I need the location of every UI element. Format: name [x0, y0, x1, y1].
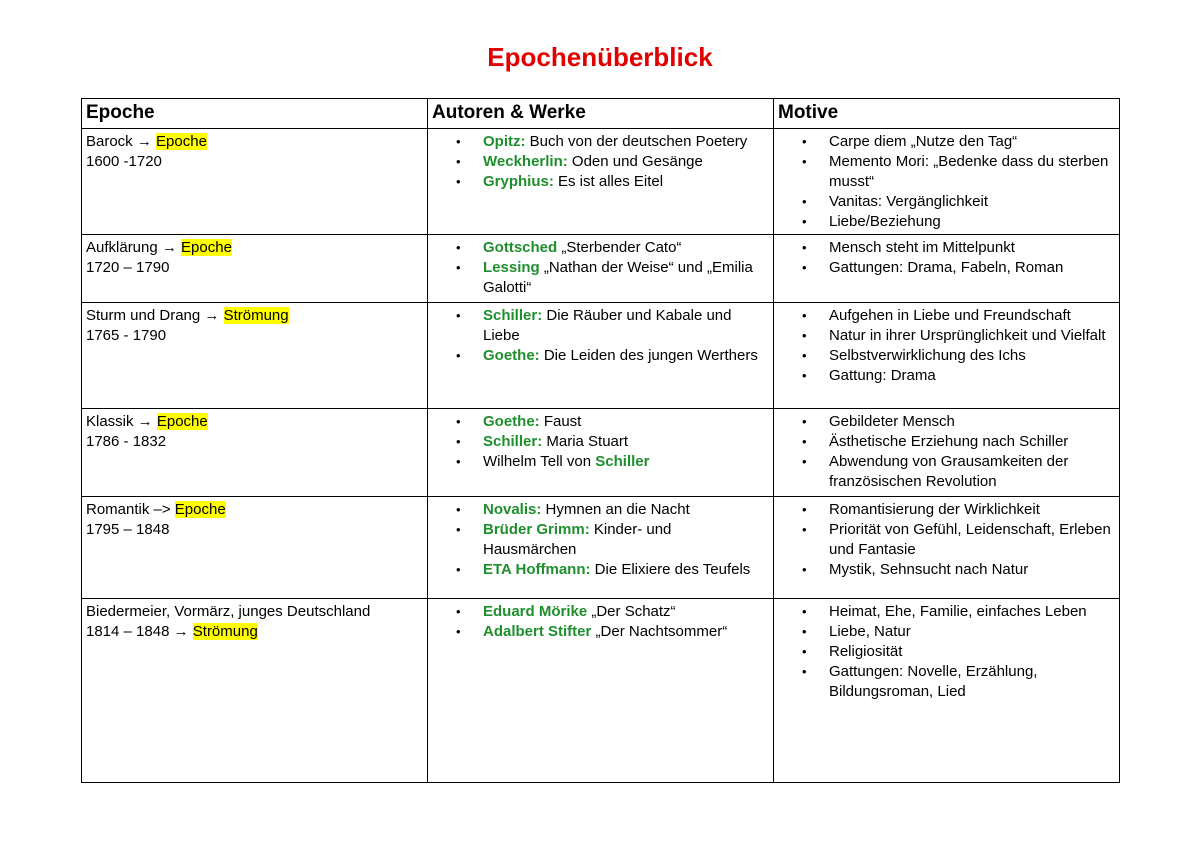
- work-title: „Der Schatz“: [587, 603, 676, 620]
- era-date-range: 1600 -1720: [86, 153, 162, 170]
- bullet-icon: •: [802, 502, 807, 517]
- work-item: [432, 152, 769, 172]
- motif-text: Priorität von Gefühl, Leidenschaft, Erleben und Fantasie: [829, 521, 1111, 558]
- bullet-icon: •: [802, 154, 807, 169]
- era-dates: [86, 152, 423, 172]
- motif-text: Memento Mori: „Bedenke dass du sterben musst“: [829, 153, 1109, 190]
- works-cell: [428, 303, 774, 409]
- bullet-icon: •: [456, 174, 461, 189]
- work-title: Buch von der deutschen Poetery: [525, 133, 748, 150]
- era-cell: [82, 599, 428, 783]
- works-cell: [428, 497, 774, 599]
- motif-item: [778, 560, 1115, 580]
- bullet-icon: •: [456, 522, 461, 537]
- motif-item: [778, 326, 1115, 346]
- era-label: Klassik →: [86, 413, 157, 430]
- motif-item: [778, 520, 1115, 560]
- era-label: Aufklärung →: [86, 239, 182, 256]
- motif-text: Gattungen: Novelle, Erzählung, Bildungsroman, Lied: [829, 663, 1038, 700]
- work-item: [432, 622, 769, 642]
- works-list: [432, 412, 769, 472]
- motifs-list: [778, 412, 1115, 492]
- work-title: Faust: [539, 413, 582, 430]
- work-title: Es ist alles Eitel: [553, 173, 664, 190]
- era-name: [86, 500, 423, 520]
- work-item: [432, 412, 769, 432]
- works-list: [432, 500, 769, 580]
- motif-item: [778, 432, 1115, 452]
- bullet-icon: •: [802, 308, 807, 323]
- motif-item: [778, 306, 1115, 326]
- work-item: [432, 602, 769, 622]
- work-item: [432, 238, 769, 258]
- works-cell: [428, 409, 774, 497]
- motif-text: Romantisierung der Wirklichkeit: [829, 501, 1040, 518]
- page-title: Epochenüberblick: [487, 42, 713, 72]
- bullet-icon: •: [802, 368, 807, 383]
- era-type-highlight: Strömung: [192, 623, 258, 640]
- work-title: Die Leiden des jungen Werthers: [539, 347, 758, 364]
- motif-text: Aufgehen in Liebe und Freundschaft: [829, 307, 1071, 324]
- motif-item: [778, 622, 1115, 642]
- work-title: Hymnen an die Nacht: [541, 501, 690, 518]
- era-dates: [86, 622, 423, 642]
- header-epoche: Epoche: [82, 99, 428, 129]
- motifs-list: [778, 500, 1115, 580]
- table-row: [82, 409, 1120, 497]
- bullet-icon: •: [456, 414, 461, 429]
- table-row: [82, 599, 1120, 783]
- motifs-cell: [774, 599, 1120, 783]
- motif-text: Carpe diem „Nutze den Tag“: [829, 133, 1018, 150]
- author-name: Goethe:: [483, 413, 540, 430]
- author-name: Goethe:: [483, 347, 540, 364]
- era-name: [86, 306, 423, 326]
- works-list: [432, 602, 769, 642]
- author-name: Schiller:: [483, 433, 543, 450]
- era-date-range: 1720 – 1790: [86, 259, 170, 276]
- motif-text: Vanitas: Vergänglichkeit: [829, 193, 988, 210]
- work-title: Die Elixiere des Teufels: [590, 561, 751, 578]
- motif-text: Gattung: Drama: [829, 367, 936, 384]
- motif-item: [778, 452, 1115, 492]
- era-dates: [86, 258, 423, 278]
- works-cell: [428, 599, 774, 783]
- epochs-table: [81, 98, 1120, 783]
- motif-item: [778, 500, 1115, 520]
- motif-text: Mystik, Sehnsucht nach Natur: [829, 561, 1029, 578]
- motif-text: Natur in ihrer Ursprünglichkeit und Vielfalt: [829, 327, 1106, 344]
- era-name: [86, 412, 423, 432]
- bullet-icon: •: [456, 260, 461, 275]
- motif-item: [778, 152, 1115, 192]
- work-title: „Nathan der Weise“ und „Emilia Galotti“: [483, 259, 753, 296]
- bullet-icon: •: [456, 604, 461, 619]
- works-list: [432, 306, 769, 366]
- bullet-icon: •: [802, 624, 807, 639]
- motif-text: Ästhetische Erziehung nach Schiller: [829, 433, 1069, 450]
- bullet-icon: •: [456, 502, 461, 517]
- motifs-cell: [774, 129, 1120, 235]
- bullet-icon: •: [802, 240, 807, 255]
- era-name: [86, 132, 423, 152]
- era-name: [86, 238, 423, 258]
- works-cell: [428, 235, 774, 303]
- motif-item: [778, 258, 1115, 278]
- motifs-list: [778, 238, 1115, 278]
- era-cell: [82, 497, 428, 599]
- bullet-icon: •: [802, 562, 807, 577]
- bullet-icon: •: [802, 414, 807, 429]
- bullet-icon: •: [456, 134, 461, 149]
- author-name: Gottsched: [483, 239, 558, 256]
- motif-item: [778, 642, 1115, 662]
- author-name: Gryphius:: [483, 173, 554, 190]
- bullet-icon: •: [456, 240, 461, 255]
- era-label: Barock →: [86, 133, 157, 150]
- bullet-icon: •: [456, 154, 461, 169]
- motifs-list: [778, 132, 1115, 232]
- era-date-range: 1765 - 1790: [86, 327, 167, 344]
- bullet-icon: •: [802, 194, 807, 209]
- author-name: Adalbert Stifter: [483, 623, 592, 640]
- motifs-cell: [774, 497, 1120, 599]
- motif-item: [778, 132, 1115, 152]
- bullet-icon: •: [802, 260, 807, 275]
- era-date-range: 1786 - 1832: [86, 433, 167, 450]
- author-name: Brüder Grimm:: [483, 521, 590, 538]
- bullet-icon: •: [802, 328, 807, 343]
- bullet-icon: •: [456, 308, 461, 323]
- work-item: [432, 306, 769, 346]
- author-name: Eduard Mörike: [483, 603, 588, 620]
- bullet-icon: •: [802, 434, 807, 449]
- bullet-icon: •: [456, 348, 461, 363]
- motifs-cell: [774, 303, 1120, 409]
- work-title: Kinder- und Hausmärchen: [483, 521, 672, 558]
- work-item: [432, 560, 769, 580]
- motif-text: Mensch steht im Mittelpunkt: [829, 239, 1015, 256]
- era-dates: [86, 520, 423, 540]
- era-type-highlight: Strömung: [223, 307, 289, 324]
- bullet-icon: •: [802, 664, 807, 679]
- author-name: Schiller: [595, 453, 650, 470]
- motif-text: Heimat, Ehe, Familie, einfaches Leben: [829, 603, 1087, 620]
- motif-text: Abwendung von Grausamkeiten der französischen Revolution: [829, 453, 1069, 490]
- header-row: [82, 99, 1120, 129]
- motif-text: Selbstverwirklichung des Ichs: [829, 347, 1026, 364]
- works-list: [432, 238, 769, 298]
- era-type-highlight: Epoche: [156, 413, 208, 430]
- bullet-icon: •: [456, 454, 461, 469]
- work-title: Die Räuber und Kabale und Liebe: [483, 307, 732, 344]
- motifs-list: [778, 306, 1115, 386]
- motif-item: [778, 412, 1115, 432]
- work-title: Maria Stuart: [542, 433, 629, 450]
- table-row: [82, 129, 1120, 235]
- era-cell: [82, 303, 428, 409]
- motif-item: [778, 238, 1115, 258]
- bullet-icon: •: [802, 604, 807, 619]
- work-title: Wilhelm Tell von: [483, 453, 596, 470]
- bullet-icon: •: [802, 644, 807, 659]
- era-label: Sturm und Drang →: [86, 307, 224, 324]
- work-title: Oden und Gesänge: [567, 153, 703, 170]
- work-item: [432, 520, 769, 560]
- era-type-highlight: Epoche: [174, 501, 226, 518]
- work-title: „Der Nachtsommer“: [591, 623, 728, 640]
- bullet-icon: •: [802, 134, 807, 149]
- era-cell: [82, 235, 428, 303]
- header-motive: Motive: [774, 99, 1120, 129]
- work-item: [432, 172, 769, 192]
- bullet-icon: •: [456, 434, 461, 449]
- era-type-highlight: Epoche: [181, 239, 232, 256]
- motif-text: Religiosität: [829, 643, 903, 660]
- era-name: [86, 602, 423, 622]
- works-cell: [428, 129, 774, 235]
- era-dates: [86, 326, 423, 346]
- era-date-range: 1814 – 1848 →: [86, 623, 193, 640]
- era-cell: [82, 409, 428, 497]
- bullet-icon: •: [802, 214, 807, 229]
- motif-item: [778, 212, 1115, 232]
- table-row: [82, 235, 1120, 303]
- era-cell: [82, 129, 428, 235]
- work-item: [432, 500, 769, 520]
- motif-item: [778, 192, 1115, 212]
- motifs-list: [778, 602, 1115, 702]
- motif-text: Gebildeter Mensch: [829, 413, 955, 430]
- work-title: „Sterbender Cato“: [557, 239, 682, 256]
- author-name: ETA Hoffmann:: [483, 561, 591, 578]
- motif-item: [778, 346, 1115, 366]
- table-row: [82, 303, 1120, 409]
- bullet-icon: •: [456, 562, 461, 577]
- work-item: [432, 432, 769, 452]
- era-type-highlight: Epoche: [156, 133, 207, 150]
- motif-item: [778, 366, 1115, 386]
- motif-item: [778, 602, 1115, 622]
- bullet-icon: •: [802, 454, 807, 469]
- author-name: Novalis:: [483, 501, 542, 518]
- bullet-icon: •: [802, 348, 807, 363]
- motif-text: Liebe/Beziehung: [829, 213, 941, 230]
- author-name: Lessing: [483, 259, 540, 276]
- era-label: Romantik –>: [86, 501, 175, 518]
- author-name: Schiller:: [483, 307, 543, 324]
- era-label: Biedermeier, Vormärz, junges Deutschland: [86, 603, 371, 620]
- bullet-icon: •: [456, 624, 461, 639]
- author-name: Weckherlin:: [483, 153, 568, 170]
- work-item: [432, 258, 769, 298]
- motif-text: Gattungen: Drama, Fabeln, Roman: [829, 259, 1064, 276]
- works-list: [432, 132, 769, 192]
- motifs-cell: [774, 235, 1120, 303]
- header-autoren-werke: Autoren & Werke: [428, 99, 774, 129]
- work-item: [432, 132, 769, 152]
- author-name: Opitz:: [483, 133, 526, 150]
- bullet-icon: •: [802, 522, 807, 537]
- era-date-range: 1795 – 1848: [86, 521, 170, 538]
- era-dates: [86, 432, 423, 452]
- motif-item: [778, 662, 1115, 702]
- work-item: [432, 346, 769, 366]
- work-item: [432, 452, 769, 472]
- table-row: [82, 497, 1120, 599]
- motif-text: Liebe, Natur: [829, 623, 911, 640]
- motifs-cell: [774, 409, 1120, 497]
